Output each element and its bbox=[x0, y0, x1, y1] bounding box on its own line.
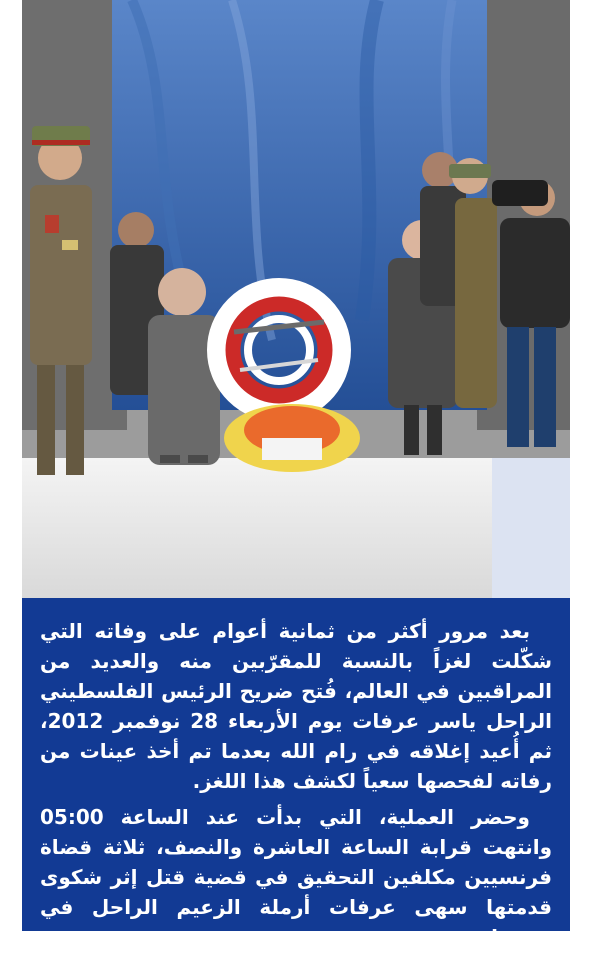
caption-panel bbox=[22, 598, 570, 949]
ceremony-photo bbox=[22, 0, 570, 598]
caption-paragraph-2: وحضر العملية، التي بدأت عند الساعة 05:00 وانتهت قرابة الساعة العاشرة والنصف، ثلاثة قضاة فرنسيين مكلفين التحقيق في قضية قتل إثر شكوى قدمتها سهى عرفات أرملة الزعيم الراحل في فرنسا. bbox=[40, 805, 552, 949]
news-article bbox=[22, 0, 570, 953]
photo-illustration bbox=[22, 0, 570, 598]
caption-paragraph-1: بعد مرور أكثر من ثمانية أعوام على وفاته التي شكّلت لغزاً بالنسبة للمقرّبين منه والعديد من المراقبين في العالم، فُتح ضريح الرئيس الفلسطيني الراحل ياسر عرفات يوم الأربعاء 28 نوفمبر 2012، ثم أُعيد إغلاقه في رام الله بعدما تم أخذ عينات من رفاته لفحصها سعياً لكشف هذا اللغز. bbox=[40, 619, 552, 793]
